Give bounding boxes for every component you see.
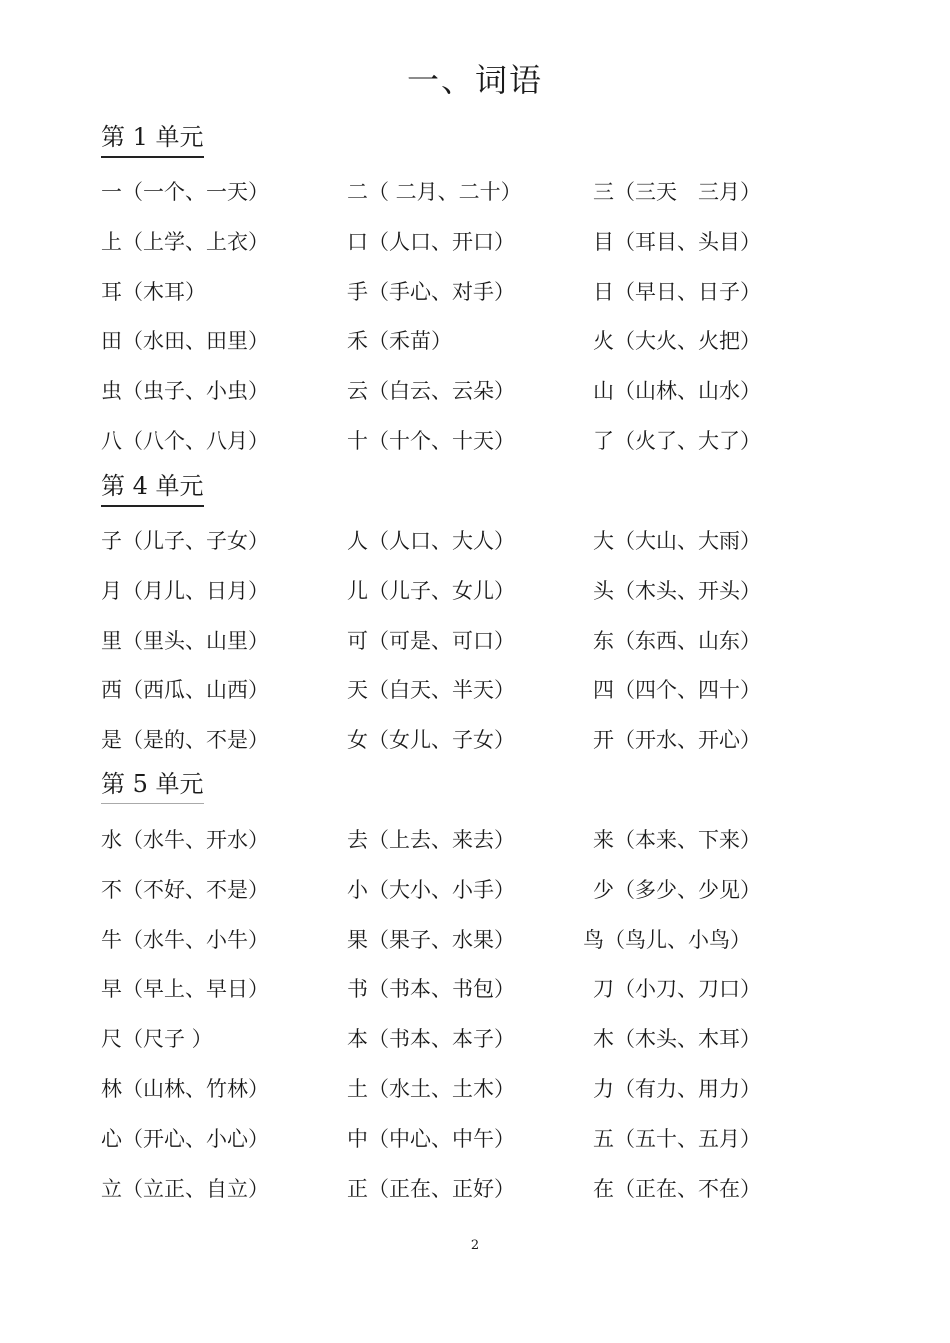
word-entry: 子（儿子、子女） [101,529,269,553]
word-entry: 二（ 二月、二十） [347,180,522,204]
word-entry: 人（人口、大人） [347,529,515,553]
word-entry: 十（十个、十天） [347,428,515,453]
word-entry: 禾（禾苗） [347,329,452,354]
table-row [101,626,801,676]
unit-4-heading: 第 4 单元 [101,469,204,507]
table-row [101,875,801,925]
word-entry: 西（西瓜、山西） [101,678,269,703]
table-row [101,1024,801,1074]
word-entry: 中（中心、中午） [347,1126,515,1151]
word-entry: 尺（尺子 ） [101,1027,213,1052]
word-entry: 开（开水、开心） [593,728,761,753]
table-row [101,725,801,775]
word-entry: 大（大山、大雨） [593,529,761,553]
table-row [101,526,801,576]
word-entry: 手（手心、对手） [347,279,515,304]
unit-5-word-list [101,825,801,1223]
word-entry: 里（里头、山里） [101,628,269,653]
table-row [101,1074,801,1124]
table-row [101,825,801,875]
word-entry: 一（一个、一天） [101,180,269,204]
word-entry: 三（三天 三月） [593,180,761,204]
word-entry: 虫（虫子、小虫） [101,379,269,404]
word-entry: 早（早上、早日） [101,977,269,1002]
word-entry: 来（本来、下来） [593,828,761,852]
table-row [101,925,801,975]
word-entry: 头（木头、开头） [593,578,761,603]
table-row [101,1124,801,1174]
table-row [101,177,801,227]
unit-4-word-list [101,526,801,775]
word-entry: 四（四个、四十） [593,678,761,703]
word-entry: 女（女儿、子女） [347,728,515,753]
table-row [101,675,801,725]
word-entry: 去（上去、来去） [347,828,515,852]
word-entry: 少（多少、少见） [593,877,761,902]
word-entry: 土（水土、土木） [347,1076,515,1101]
word-entry: 力（有力、用力） [593,1076,761,1101]
word-entry: 小（大小、小手） [347,877,515,902]
word-entry: 书（书本、书包） [347,977,515,1002]
word-entry: 心（开心、小心） [101,1126,269,1151]
word-entry: 林（山林、竹林） [101,1076,269,1101]
word-entry: 了（火了、大了） [593,428,761,453]
word-entry: 八（八个、八月） [101,428,269,453]
word-entry: 火（大火、火把） [593,329,761,354]
word-entry: 牛（水牛、小牛） [101,927,269,952]
table-row [101,326,801,376]
word-entry: 鸟（鸟儿、小鸟） [583,927,751,952]
word-entry: 目（耳目、头目） [593,229,761,254]
word-entry: 耳（木耳） [101,279,206,304]
word-entry: 正（正在、正好） [347,1176,515,1201]
word-entry: 月（月儿、日月） [101,578,269,603]
word-entry: 儿（儿子、女儿） [347,578,515,603]
word-entry: 刀（小刀、刀口） [593,977,761,1002]
word-entry: 口（人口、开口） [347,229,515,254]
table-row [101,1174,801,1224]
word-entry: 在（正在、不在） [593,1176,761,1201]
unit-1-heading: 第 1 单元 [101,120,204,158]
word-entry: 水（水牛、开水） [101,828,269,852]
word-entry: 五（五十、五月） [593,1126,761,1151]
word-entry: 田（水田、田里） [101,329,269,354]
word-entry: 立（立正、自立） [101,1176,269,1201]
word-entry: 日（早日、日子） [593,279,761,304]
word-entry: 本（书本、本子） [347,1027,515,1052]
table-row [101,227,801,277]
unit-5-heading: 第 5 单元 [101,767,204,804]
word-entry: 上（上学、上衣） [101,229,269,254]
page-title: 一、词语 [406,61,543,99]
word-entry: 云（白云、云朵） [347,379,515,404]
table-row [101,576,801,626]
word-entry: 东（东西、山东） [593,628,761,653]
unit-1-word-list [101,177,801,476]
word-entry: 木（木头、木耳） [593,1027,761,1052]
word-entry: 不（不好、不是） [101,877,269,902]
word-entry: 是（是的、不是） [101,728,269,753]
table-row [101,277,801,327]
word-entry: 天（白天、半天） [347,678,515,703]
word-entry: 山（山林、山水） [593,379,761,404]
table-row [101,426,801,476]
word-entry: 可（可是、可口） [347,628,515,653]
page-number: 2 [470,1238,480,1253]
table-row [101,376,801,426]
table-row [101,974,801,1024]
word-entry: 果（果子、水果） [347,927,515,952]
